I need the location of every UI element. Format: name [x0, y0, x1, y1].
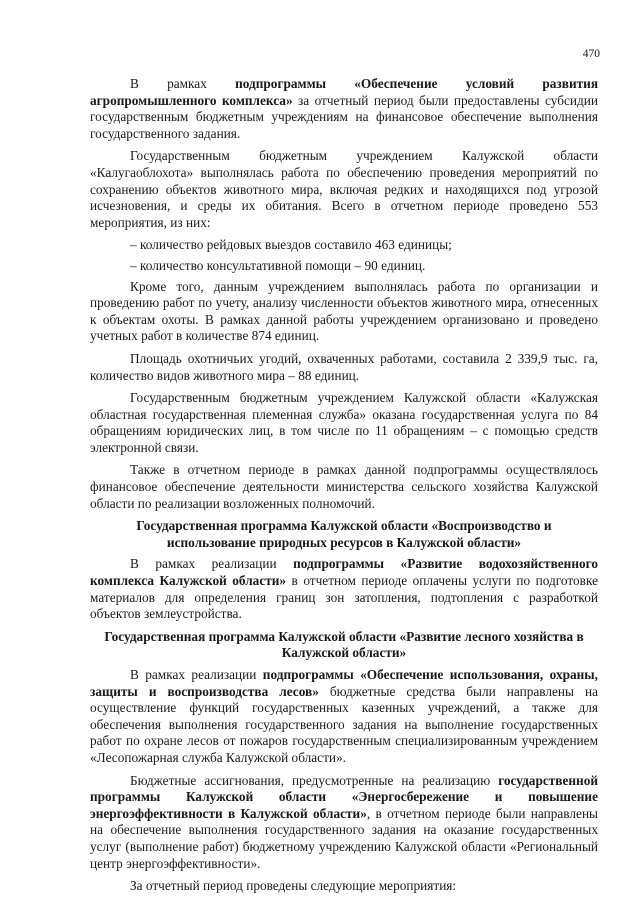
section-heading-natural-resources: Государственная программа Калужской области «Воспроизводство и использование природных ресурсов в Калужской области» — [136, 518, 552, 550]
paragraph-text: Бюджетные ассигнования, предусмотренные на реализацию — [130, 772, 499, 788]
page-content — [90, 76, 598, 901]
paragraph-energy-program — [90, 773, 598, 873]
paragraph-agro-subprogram — [90, 76, 598, 142]
paragraph-forest-subprogram — [90, 667, 598, 767]
page-number: 470 — [582, 48, 600, 60]
paragraph-events-intro: За отчетный период проведены следующие мероприятия: — [130, 878, 457, 894]
paragraph-text: В рамках реализации — [130, 556, 294, 572]
paragraph-water-subprogram — [90, 556, 598, 622]
paragraph-kalugaoblokhota: Государственным бюджетным учреждением Калужской области «Калугаоблохота» выполнялась работа по обеспечению проведения мероприятий по сохранению объектов животного мира, включая редких и находящихся под угрозой исчезновения, и среды их обитания. Всего в отчетном периоде проведено 553 мероприятия, из них: — [90, 148, 598, 230]
paragraph-text: , в отчетном периоде были направлены на обеспечение выполнения государственного задания на оказание государственных услуг (выполнение работ) бюджетному учреждению Калужской области «Региональный центр энергоэффективности». — [90, 805, 598, 871]
paragraph-breeding-service: Государственным бюджетным учреждением Калужской области «Калужская областная государственная племенная служба» оказана государственная услуга по 84 обращениям юридических лиц, в том числе по 11 обращениям – с помощью средств электронной связи. — [90, 390, 598, 455]
paragraph-ministry-funding: Также в отчетном периоде в рамках данной подпрограммы осуществлялось финансовое обеспечение деятельности министерства сельского хозяйства Калужской области по реализации возложенных полномочий. — [90, 462, 598, 511]
paragraph-text: за отчетный период были предоставлены субсидии государственным бюджетным учреждениям на финансовое обеспечение выполнения государственного задания. — [90, 92, 598, 141]
paragraph-text: в отчетном периоде оплачены услуги по подготовке материалов для определения границ зон затопления, подтопления с разработкой объектов землеустройства. — [90, 573, 598, 622]
list-item-raids: – количество рейдовых выездов составило 463 единицы; — [130, 237, 452, 253]
paragraph-text: В рамках реализации — [130, 667, 263, 682]
subprogram-title: подпрограммы «Развитие водохозяйственного комплекса Калужской области» — [90, 556, 598, 589]
paragraph-text: В рамках — [130, 76, 236, 91]
section-heading-forestry: Государственная программа Калужской области «Развитие лесного хозяйства в Калужской области» — [104, 628, 584, 661]
paragraph-text: бюджетные средства были направлены на осуществление функций государственных казенных учреждений, а также для обеспечения выполнения государственного задания на выполнение государственных работ по охране лесов от пожаров государственным специализированным учреждением «Лесопожарная служба Калужской области». — [90, 683, 599, 765]
paragraph-wildlife-count: Кроме того, данным учреждением выполнялась работа по организации и проведению работ по учету, анализу численности объектов животного мира, отнесенных к объектам охоты. В рамках данной работы учреждением организовано и проведено учетных работ в количестве 874 единиц. — [90, 278, 598, 344]
list-item-consultations: – количество консультативной помощи – 90 единиц. — [130, 257, 426, 273]
subprogram-title: подпрограммы «Обеспечение условий развития агропромышленного комплекса» — [90, 76, 599, 108]
program-title: государственной программы Калужской области «Энергосбережение и повышение энергоэффективности в Калужской области» — [90, 772, 598, 821]
paragraph-hunting-area: Площадь охотничьих угодий, охваченных работами, составила 2 339,9 тыс. га, количество видов животного мира – 88 единиц. — [90, 350, 598, 383]
subprogram-title: подпрограммы «Обеспечение использования, охраны, защиты и воспроизводства лесов» — [90, 667, 598, 699]
